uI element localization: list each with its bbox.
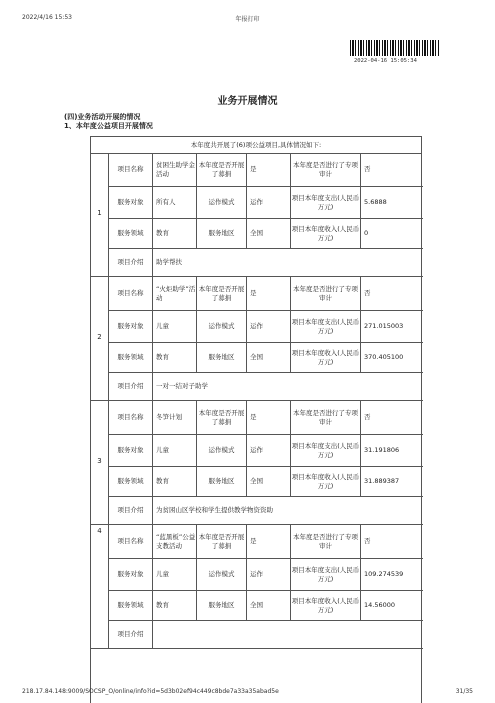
project-target: 儿童	[153, 559, 197, 591]
page-title: 业务开展情况	[217, 96, 278, 107]
section-heading: (四)业务活动开展的情况	[64, 113, 141, 121]
project-number-cell	[91, 525, 109, 649]
project-mode: 运作	[247, 187, 291, 219]
project-target: 所有人	[153, 187, 197, 219]
label-fundraising: 本年度是否开展了募捐	[197, 401, 247, 435]
label-income: 项目本年度收入(人民币万元)	[291, 467, 361, 497]
label-service-area: 服务地区	[197, 343, 247, 373]
project-intro: 助学帮扶	[153, 249, 423, 277]
label-audit: 本年度是否进行了专项审计	[291, 153, 361, 187]
label-fundraising: 本年度是否开展了募捐	[197, 525, 247, 559]
project-expenditure: 109.274539	[361, 559, 423, 591]
project-audit: 否	[361, 525, 423, 559]
project-number-cell	[91, 401, 109, 525]
print-datetime: 2022/4/16 15:53	[22, 14, 72, 21]
project-expenditure: 5.6888	[361, 187, 423, 219]
label-income: 项目本年度收入(人民币万元)	[291, 591, 361, 621]
label-audit: 本年度是否进行了专项审计	[291, 401, 361, 435]
label-project-name: 项目名称	[109, 525, 153, 559]
project-name: 冬笋计划	[153, 401, 197, 435]
project-number: 1	[97, 209, 102, 217]
label-operation-mode: 运作模式	[197, 559, 247, 591]
label-operation-mode: 运作模式	[197, 187, 247, 219]
project-income: 0	[361, 219, 423, 249]
label-expenditure: 项目本年度支出(人民币万元)	[291, 435, 361, 467]
label-expenditure: 项目本年度支出(人民币万元)	[291, 187, 361, 219]
label-service-target: 服务对象	[109, 187, 153, 219]
project-number-cell	[91, 153, 109, 277]
label-audit: 本年度是否进行了专项审计	[291, 277, 361, 311]
project-number: 4	[97, 527, 102, 535]
barcode-image	[350, 40, 440, 56]
page-url: 218.17.84.148:9009/SOCSP_O/online/info?id=5d3b02ef94c449c8bde7a33a35abad5e	[22, 688, 279, 695]
label-service-field: 服务领域	[109, 343, 153, 373]
project-name: “火炬助学”活动	[153, 277, 197, 311]
label-service-area: 服务地区	[197, 591, 247, 621]
label-fundraising: 本年度是否开展了募捐	[197, 277, 247, 311]
project-audit: 否	[361, 153, 423, 187]
section-subheading: 1、本年度公益项目开展情况	[64, 122, 153, 130]
project-target: 儿童	[153, 311, 197, 343]
project-field: 教育	[153, 591, 197, 621]
project-mode: 运作	[247, 435, 291, 467]
label-service-field: 服务领域	[109, 219, 153, 249]
project-area: 全国	[247, 467, 291, 497]
label-operation-mode: 运作模式	[197, 435, 247, 467]
project-field: 教育	[153, 467, 197, 497]
barcode-timestamp: 2022-04-16 15:05:34	[354, 58, 417, 64]
label-income: 项目本年度收入(人民币万元)	[291, 343, 361, 373]
project-field: 教育	[153, 343, 197, 373]
project-fundraising: 是	[247, 525, 291, 559]
label-service-target: 服务对象	[109, 435, 153, 467]
label-service-target: 服务对象	[109, 311, 153, 343]
page-number: 31/35	[455, 688, 473, 695]
print-header	[22, 14, 473, 24]
project-audit: 否	[361, 401, 423, 435]
table-intro: 本年度共开展了(6)项公益项目,具体情况如下:	[91, 137, 421, 154]
project-area: 全国	[247, 219, 291, 249]
project-field: 教育	[153, 219, 197, 249]
project-fundraising: 是	[247, 277, 291, 311]
label-service-target: 服务对象	[109, 559, 153, 591]
project-income: 370.405100	[361, 343, 423, 373]
projects-table	[90, 136, 422, 703]
label-project-name: 项目名称	[109, 401, 153, 435]
label-intro: 项目介绍	[109, 373, 153, 401]
label-project-name: 项目名称	[109, 277, 153, 311]
label-intro: 项目介绍	[109, 249, 153, 277]
label-intro: 项目介绍	[109, 621, 153, 649]
project-mode: 运作	[247, 559, 291, 591]
project-income: 14.56000	[361, 591, 423, 621]
project-number: 3	[97, 457, 102, 465]
label-intro: 项目介绍	[109, 497, 153, 525]
project-mode: 运作	[247, 311, 291, 343]
project-number-cell	[91, 277, 109, 401]
label-audit: 本年度是否进行了专项审计	[291, 525, 361, 559]
label-service-field: 服务领域	[109, 467, 153, 497]
project-intro	[153, 621, 423, 649]
project-fundraising: 是	[247, 153, 291, 187]
project-area: 全国	[247, 343, 291, 373]
project-number: 2	[97, 333, 102, 341]
label-service-field: 服务领域	[109, 591, 153, 621]
project-name: “蓝黑板”公益支教活动	[153, 525, 197, 559]
barcode-block	[340, 40, 460, 64]
project-expenditure: 31.191806	[361, 435, 423, 467]
project-income: 31.889387	[361, 467, 423, 497]
project-intro: 一对一结对子助学	[153, 373, 423, 401]
label-project-name: 项目名称	[109, 153, 153, 187]
label-income: 项目本年度收入(人民币万元)	[291, 219, 361, 249]
project-intro: 为贫困山区学校和学生提供教学物资资助	[153, 497, 423, 525]
label-fundraising: 本年度是否开展了募捐	[197, 153, 247, 187]
project-name: 贫困生助学金活动	[153, 153, 197, 187]
project-expenditure: 271.015003	[361, 311, 423, 343]
project-audit: 否	[361, 277, 423, 311]
project-fundraising: 是	[247, 401, 291, 435]
label-service-area: 服务地区	[197, 219, 247, 249]
label-service-area: 服务地区	[197, 467, 247, 497]
project-target: 儿童	[153, 435, 197, 467]
print-title: 年报打印	[235, 16, 260, 23]
label-expenditure: 项目本年度支出(人民币万元)	[291, 559, 361, 591]
project-area: 全国	[247, 591, 291, 621]
label-expenditure: 项目本年度支出(人民币万元)	[291, 311, 361, 343]
label-operation-mode: 运作模式	[197, 311, 247, 343]
